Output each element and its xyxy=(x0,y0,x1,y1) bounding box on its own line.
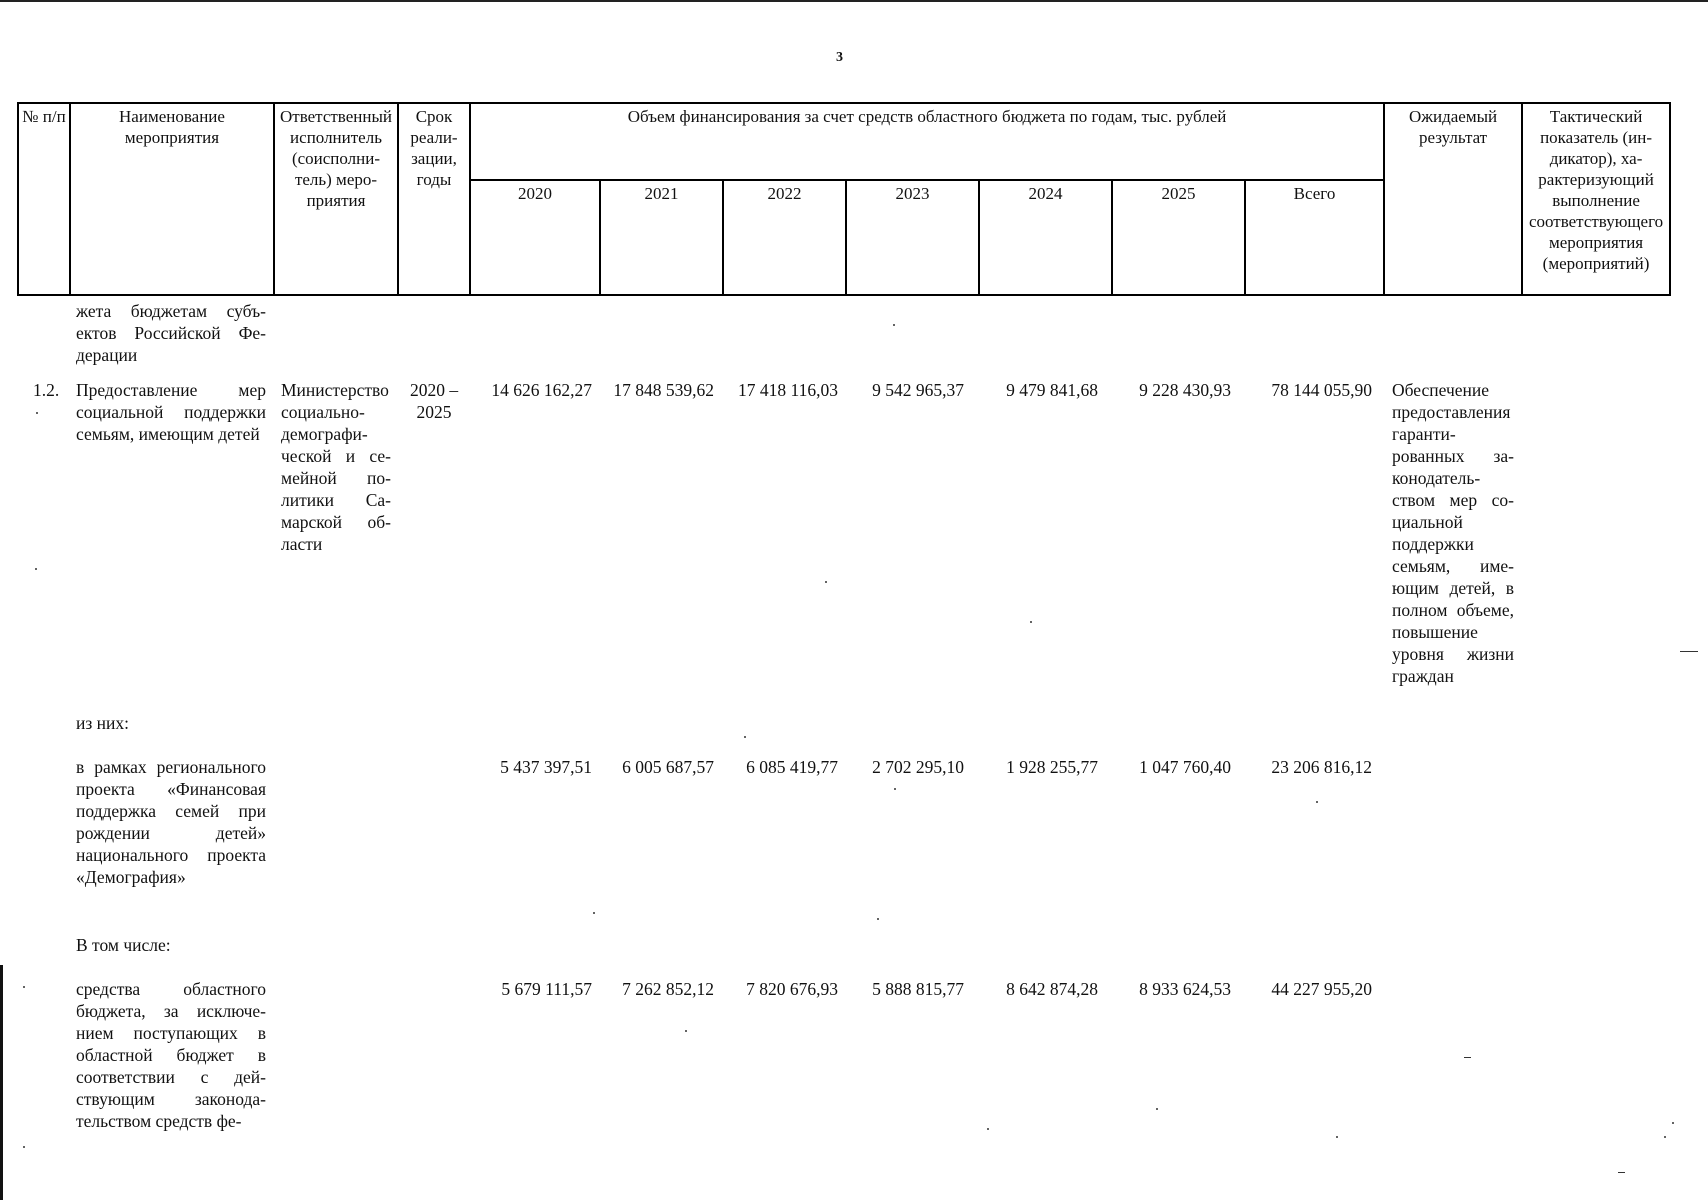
row-1-2-value-2023: 9 542 965,37 xyxy=(872,380,964,400)
row-1-2-value-2022: 17 418 116,03 xyxy=(738,380,838,400)
regional-budget-value-2023: 5 888 815,77 xyxy=(872,979,964,999)
regional-value-2025: 1 047 760,40 xyxy=(1139,757,1231,777)
regional-value-2024: 1 928 255,77 xyxy=(1006,757,1098,777)
scan-speck xyxy=(23,986,25,988)
label-including: В том числе: xyxy=(76,935,171,955)
header-year-2022: 2022 xyxy=(723,180,846,295)
scan-speck xyxy=(23,1146,25,1148)
scan-speck xyxy=(893,324,895,326)
scan-speck xyxy=(1030,621,1032,623)
continuation-text: жета бюджетам субъектов Российской Федерации xyxy=(76,301,266,365)
header-name: Наименование мероприятия xyxy=(70,103,274,295)
header-responsible: Ответственный исполнитель (соисполнитель) мероприятия xyxy=(274,103,398,295)
scan-speck xyxy=(1156,1108,1158,1110)
scan-dash xyxy=(1680,651,1698,652)
scan-speck xyxy=(894,788,896,790)
row-number: 1.2. xyxy=(33,380,60,400)
scan-speck xyxy=(1336,1136,1338,1138)
scan-top-border xyxy=(0,0,1708,2)
row-1-2-value-2025: 9 228 430,93 xyxy=(1139,380,1231,400)
regional-project-name: в рамках регионального проекта «Финансовая поддержка семей при рождении детей» национального проекта «Демография» xyxy=(76,757,266,887)
scan-speck xyxy=(36,412,38,414)
scan-speck xyxy=(744,736,746,738)
row-1-2-name: Предоставление мер социальной поддержки семьям, имеющим детей xyxy=(76,380,266,444)
regional-budget-value-2021: 7 262 852,12 xyxy=(622,979,714,999)
scan-speck xyxy=(1664,1136,1666,1138)
header-result: Ожидаемый результат xyxy=(1384,103,1522,295)
header-year-2020: 2020 xyxy=(470,180,600,295)
scan-speck xyxy=(1316,801,1318,803)
scan-speck xyxy=(685,1030,687,1032)
regional-value-total: 23 206 816,12 xyxy=(1271,757,1372,777)
header-year-2021: 2021 xyxy=(600,180,723,295)
scan-dash xyxy=(1464,1057,1471,1058)
header-year-2024: 2024 xyxy=(979,180,1112,295)
label-of-them: из них: xyxy=(76,713,129,733)
row-1-2-responsible: Министерство социально-демографической и семейной политики Самарской области xyxy=(281,380,391,554)
header-table xyxy=(17,102,1671,296)
header-number: № п/п xyxy=(18,103,70,295)
regional-budget-value-2022: 7 820 676,93 xyxy=(746,979,838,999)
regional-budget-value-total: 44 227 955,20 xyxy=(1271,979,1372,999)
page-number: 3 xyxy=(836,50,843,65)
row-1-2-value-2021: 17 848 539,62 xyxy=(613,380,714,400)
scan-edge-mark xyxy=(0,965,3,1200)
scan-dash xyxy=(1618,1172,1625,1173)
regional-budget-value-2020: 5 679 111,57 xyxy=(501,979,592,999)
regional-budget-name: средства областного бюджета, за исключением поступающих в областной бюджет в соответствии с действующим законодательством средств фе- xyxy=(76,979,266,1131)
regional-value-2021: 6 005 687,57 xyxy=(622,757,714,777)
scan-speck xyxy=(1672,1122,1674,1124)
row-1-2-value-2024: 9 479 841,68 xyxy=(1006,380,1098,400)
regional-value-2022: 6 085 419,77 xyxy=(746,757,838,777)
header-year-2023: 2023 xyxy=(846,180,979,295)
header-total: Всего xyxy=(1245,180,1384,295)
row-1-2-value-total: 78 144 055,90 xyxy=(1271,380,1372,400)
regional-budget-value-2025: 8 933 624,53 xyxy=(1139,979,1231,999)
row-1-2-value-2020: 14 626 162,27 xyxy=(491,380,592,400)
scan-speck xyxy=(825,581,827,583)
header-year-2025: 2025 xyxy=(1112,180,1245,295)
scan-speck xyxy=(35,568,37,570)
regional-value-2023: 2 702 295,10 xyxy=(872,757,964,777)
row-1-2-term: 2020 – 2025 xyxy=(409,380,459,422)
scan-speck xyxy=(593,912,595,914)
regional-budget-value-2024: 8 642 874,28 xyxy=(1006,979,1098,999)
header-term: Срок реализации, годы xyxy=(398,103,470,295)
row-1-2-result: Обеспечение предоставления гарантированных законодательством мер социальной поддержки семьям, имеющим детей, в полном объеме, повышение уровня жизни граждан xyxy=(1392,380,1514,686)
header-indicator: Тактический показатель (индикатор), характеризующий выполнение соответствующего мероприятия (мероприятий) xyxy=(1522,103,1670,295)
regional-value-2020: 5 437 397,51 xyxy=(500,757,592,777)
scan-speck xyxy=(877,918,879,920)
scan-speck xyxy=(987,1128,989,1130)
header-funding: Объем финансирования за счет средств областного бюджета по годам, тыс. рублей xyxy=(470,103,1384,180)
